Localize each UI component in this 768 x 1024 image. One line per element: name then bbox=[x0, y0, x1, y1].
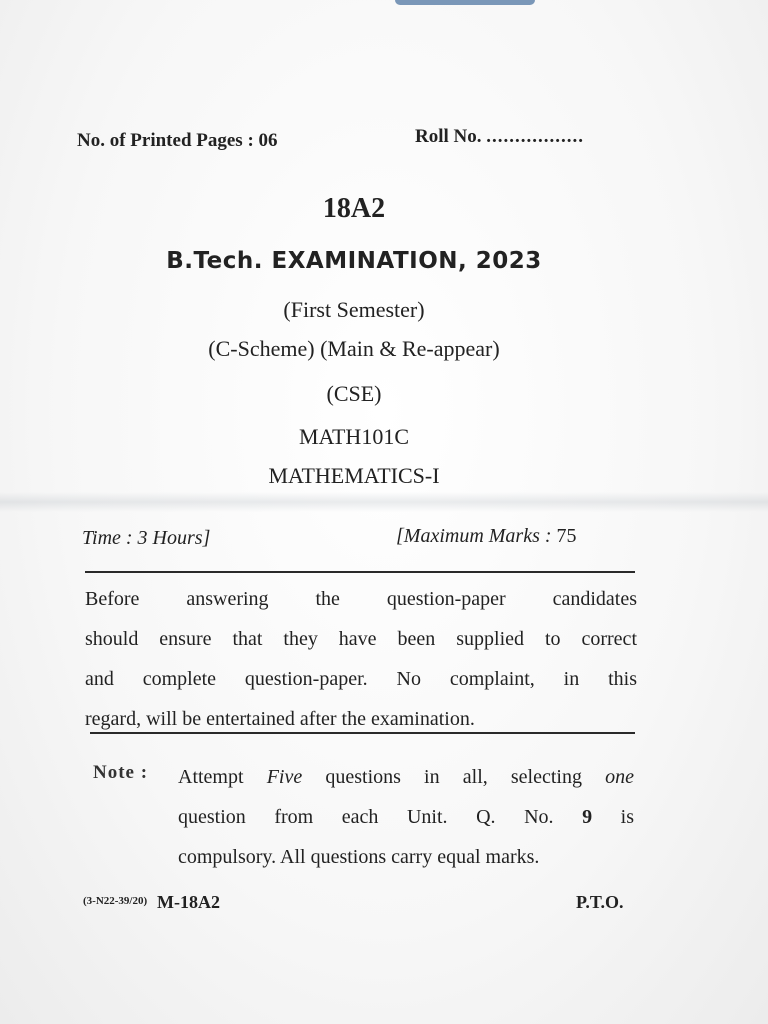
paper-code: 18A2 bbox=[322, 193, 386, 224]
maximum-marks-label: [Maximum Marks : bbox=[396, 525, 557, 547]
instruction-line: Before answering the question-paper candidates bbox=[85, 588, 637, 610]
time-allowed: Time : 3 Hours] bbox=[82, 527, 211, 549]
branch: (CSE) bbox=[326, 381, 382, 406]
note-text-part: Attempt bbox=[178, 766, 267, 788]
compulsory-question-number: 9 bbox=[582, 806, 593, 828]
note-text-part: is bbox=[592, 806, 634, 828]
scheme: (C-Scheme) (Main & Re-appear) bbox=[208, 336, 500, 361]
course-code: MATH101C bbox=[298, 424, 409, 449]
note-text bbox=[178, 757, 634, 877]
roll-number-label: Roll No. bbox=[415, 126, 482, 147]
roll-number-field bbox=[415, 126, 584, 148]
course-name: MATHEMATICS-I bbox=[268, 463, 440, 488]
note-line bbox=[178, 757, 634, 797]
top-divider bbox=[85, 571, 635, 573]
note-emphasis: Five bbox=[266, 766, 303, 788]
exam-title: B.Tech. EXAMINATION, 2023 bbox=[166, 248, 542, 274]
maximum-marks bbox=[396, 525, 577, 548]
note-emphasis: one bbox=[605, 766, 634, 788]
roll-number-blank: ................. bbox=[486, 126, 584, 147]
bottom-divider bbox=[90, 732, 635, 734]
note-line: compulsory. All questions carry equal marks. bbox=[178, 846, 540, 868]
note-label: Note : bbox=[93, 762, 149, 783]
note-line bbox=[178, 797, 634, 837]
note-text-part: question from each Unit. Q. No. bbox=[178, 806, 583, 828]
maximum-marks-value: 75 bbox=[556, 525, 577, 547]
page-edge-smudge bbox=[395, 0, 535, 5]
scan-smear bbox=[0, 492, 768, 512]
footer-document-id: M-18A2 bbox=[157, 892, 220, 912]
instruction-line: and complete question-paper. No complaint, in this bbox=[85, 668, 637, 690]
page-turn-over: P.T.O. bbox=[576, 892, 624, 912]
instruction-line: should ensure that they have been supplied to correct bbox=[85, 628, 637, 650]
semester: (First Semester) bbox=[283, 297, 425, 322]
footer-code: (3-N22-39/20) bbox=[83, 895, 148, 907]
instructions-block bbox=[85, 579, 637, 739]
note-text-part: questions in all, selecting bbox=[302, 766, 606, 788]
instruction-line: regard, will be entertained after the examination. bbox=[85, 708, 475, 730]
printed-pages-label: No. of Printed Pages : 06 bbox=[77, 130, 278, 151]
